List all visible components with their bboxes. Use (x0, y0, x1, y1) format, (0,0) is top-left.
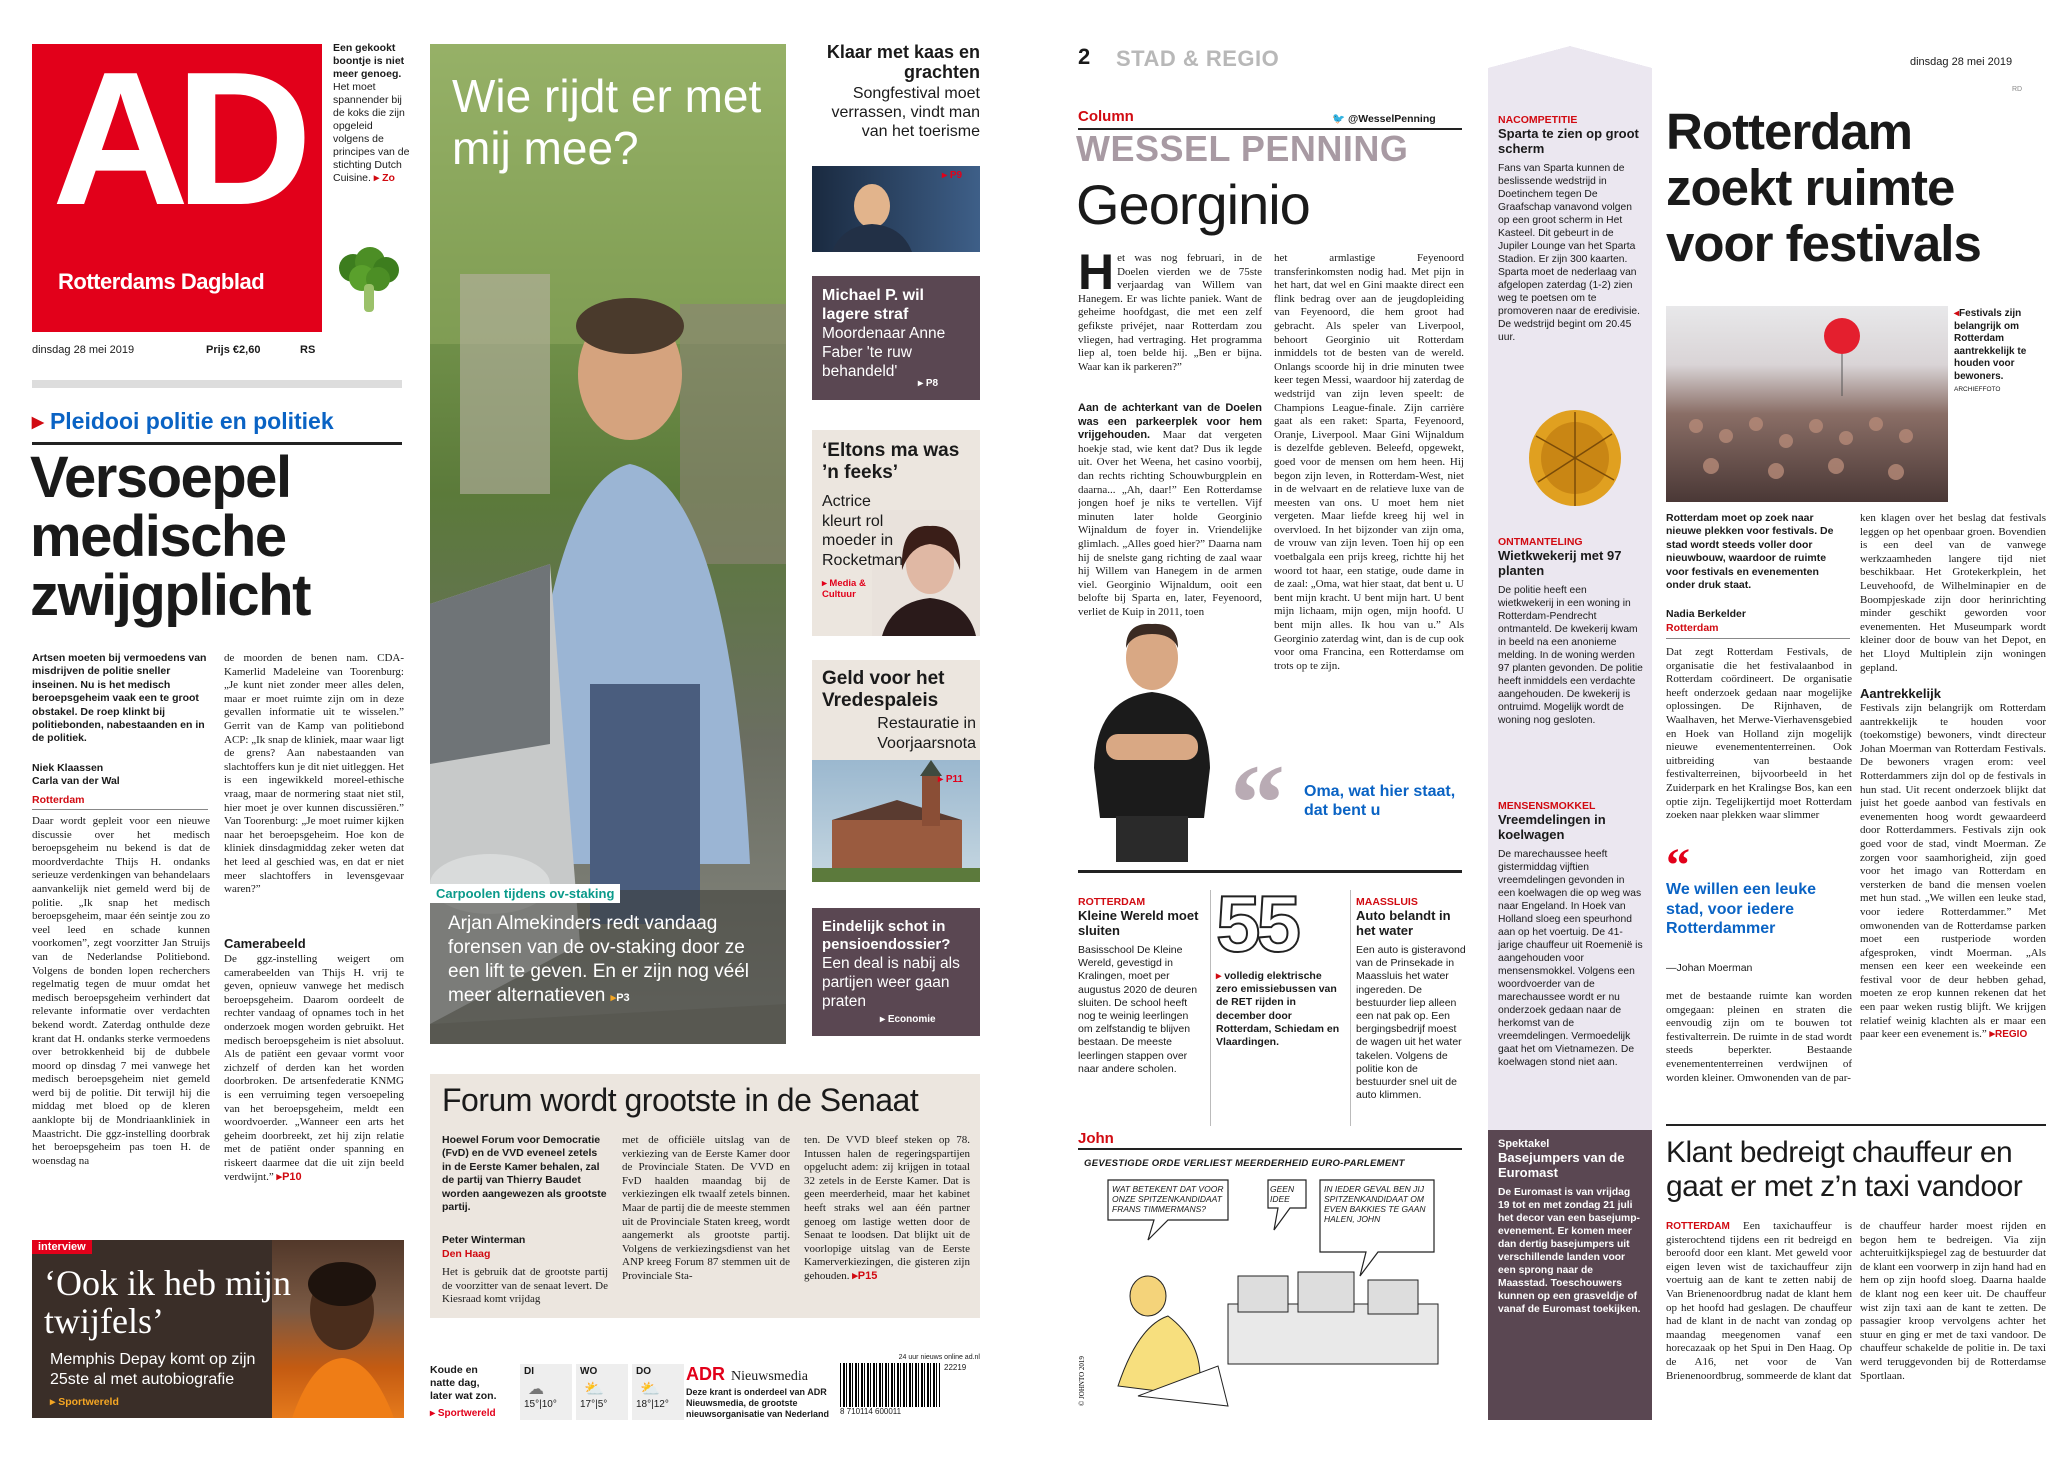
taxi-col-1-text: Een taxichauffeur is gisterochtend tijdens een rit bedreigd en beroofd door een klant. Met geweld voor eigen leven wist de taxichauffeur zijn voertuig aan de kant te zetten nabij de Van Brienenoordbrug nadat de klant hem op het hoofd had geslagen. De chauffeur had de klant in de nacht van zondag op maandag meegenomen vanaf een horecazaak op het Spui in Den Haag. Op de A16, net voor de Van Brienenoordbrug, sommeerde de klant dat (1666, 1220, 1852, 1382)
barcode-issue: 22219 (944, 1363, 967, 1372)
teaser-eltons[interactable] (812, 430, 980, 636)
sidebar-sparta[interactable] (1498, 114, 1644, 344)
teaser-ref: ▸ Economie (880, 1014, 936, 1025)
barcode-num: 8 710114 600011 (840, 1407, 902, 1416)
festivals-quote-mark-icon: “ (1666, 839, 1690, 892)
number-text-body: volledig elektrische zero emissiebussen van de RET rijden in december door Rotterdam, Schiedam en Vlaardingen. (1216, 970, 1340, 1049)
main-location: Rotterdam (32, 794, 85, 806)
teaser-text: Actrice kleurt rol moeder in Rocketman (822, 493, 903, 569)
festivals-col-1: Dat zegt Rotterdam Festivals, de organisatie die het festivalaanbod in Rotterdam coördineert. De organisatie heeft onderzoek gedaan naar mogelijke oplossingen. De Rijnhaven, de Waalhaven, het Merwe-Vierhavensgebied en Hoek van Holland zijn mogelijk nieuwe evenemententerreinen. Ook uitbreiding van bestaande festivalterreinen, bijvoorbeeld in het Zuiderpark en het Kralingse Bos, kan een optie zijn. Tegelijkertijd moet Rotterdam zoeken naar plekken waar slimmer (1666, 646, 1852, 822)
sidebar-text: De marechaussee heeft gistermiddag vijftien vreemdelingen gevonden in een koelwagen die op weg was naar Engeland. In Hoek van Holland sloeg een speurhond aan op het voertuig. De 41-jarige chauffeur uit Roemenië is aangehouden voor mensensmokkel. Volgens een woordvoerder van de marechaussee wordt er nu onderzoek gedaan naar de herkomst van de vreemdelingen. Vermoedelijk gaat het om Vietnamezen. De koelwagen stond niet aan. (1498, 849, 1643, 1068)
column-p3: het armlastige Feyenoord transferinkomsten nodig had. Met pijn in het hart, dat wel en Gini maakte direct een flink bedrag over aan de jeugdopleiding van Feyenoord, die hem groot had gebracht. Als speler van Liverpool, behoort Georginio uit Rotterdam inmiddels tot de besten van de wereld. Onlangs scoorde hij in drie minuten twee keer tegen Messi, waardoor hij zaterdag de wedstrijd van zijn leven speelt: de Champions League-finale. Zijn carrière gaat als een raket: Sparta, Feyenoord, Oranje, Liverpool. Maar Gini Wijnaldum is dezelfde gebleven. Beleefd, opgewekt, goed voor de mensen om hem heen. Hij begon zijn leven, in Rotterdam-West, niet in de welvaart en de relatieve luxe van de meesten van ons. U moet hem niet vergeten. Maar liefde kreeg hij wel in overvloed. In het bijzonder van zijn oma, de vrouw van zijn leven. Toen hij op een voetbalgala een prijs kreeg, richtte hij het woord tot haar, een statige, oude dame in de zaal: „Oma, wat hier staat, dat bent u. U bent mijn kracht. U bent mijn hart. U bent mijn lichaam, mijn ogen, mijn hoofd. U bent mijn alles. Ik hou van u.” Als Georginio zaterdag wint, dan is de cup ook voor oma Francina, een Rotterdamse om trots op te zijn. (1274, 252, 1464, 672)
column-title: Georginio (1076, 173, 1310, 236)
sidebar-text: Fans van Sparta kunnen de beslissende wedstrijd in Doetinchem tegen De Graafschap vanavond volgen op een groot scherm in Het Kasteel. Dit gebeurt in de Jupiler Lounge van het Sparta Stadion. Er zijn 300 kaarten. Sparta moet de nederlaag van afgelopen zaterdag (1-2) zien weg te poetsen om te promoveren naar de eredivisie. De wedstrijd begint om 20.45 uur. (1498, 163, 1640, 343)
sidebar-title: Wietkwekerij met 97 planten (1498, 548, 1622, 578)
weather-day-di (520, 1364, 572, 1420)
festival-photo (1666, 306, 1948, 502)
sidebar-label: NACOMPETITIE (1498, 114, 1578, 126)
interview-text: Memphis Depay komt op zijn 25ste al met autobiografie (50, 1351, 256, 1388)
divider (1078, 870, 1462, 873)
forum-col-2: met de officiële uitslag van de verkiezing van de Eerste Kamer door de Provinciale Staten. De VVD en FvD haalden maandag bij de verkiezingen elk twaalf zetels binnen. Maar de partij die de meeste stemmen uit de Provinciale Staten kreeg, wordt aangemerkt als grootste partij. Volgens de verkiezingsdienst van het ANP kreeg Forum 87 stemmen uit de Provinciale Sta- (622, 1134, 790, 1282)
divider (32, 380, 402, 388)
promo-title: Een gekookt boontje is niet meer genoeg. (333, 42, 405, 80)
divider (1666, 638, 1850, 639)
teaser-text: Moordenaar Anne Faber 'te ruw behandeld' (822, 325, 946, 380)
adr-text: Deze krant is onderdeel van ADR Nieuwsmedia, de grootste nieuwsorganisatie van Nederland (686, 1387, 830, 1419)
main-body-2: de moorden de benen nam. CDA-Kamerlid Madeleine van Toorenburg: „Je kunt niet zonder meer alles delen, maar er moet ruimte zijn om in deze gevallen informatie uit te wisselen.” Gerrit van de Kamp van politiebond ACP: „Ik snap de kliniek, maar waar ligt de grens? Aan nabestaanden van slachtoffers kun je dit niet uitleggen. Het is een ingewikkeld moreel-ethische vraag, maar de normering staat niet stil, hier moet je over kunnen discussiëren.” Van Toorenburg: „Je moet ruimer kijken naar het beroepsgeheim. Hoe kon de kliniek dinsdagmiddag zeker weten dat het leed al geschied was, en dat er niet meer slachtoffers in levensgevaar waren?” (224, 652, 404, 896)
sidebar-title: Sparta te zien op groot scherm (1498, 126, 1639, 156)
divider (32, 809, 208, 810)
forum-headline: Forum wordt grootste in de Senaat (442, 1082, 919, 1118)
teaser-ref: ▸ P8 (918, 378, 939, 389)
teaser-title: ‘Eltons ma was ’n feeks’ (822, 440, 960, 483)
weather-day-wo (576, 1364, 628, 1420)
teaser-ref: ▸ P9 (942, 170, 963, 181)
taxi-headline[interactable]: Klant bedreigt chauffeur en gaat er met z’n taxi vandoor (1666, 1136, 2023, 1203)
lead-headline: Wie rijdt er met mij mee? (452, 70, 762, 174)
brief-title: Kleine Wereld moet sluiten (1078, 908, 1199, 938)
festivals-author: Nadia Berkelder (1666, 608, 1746, 620)
cartoon[interactable] (1078, 1156, 1462, 1418)
weather-ref-text: Sportwereld (437, 1408, 496, 1419)
brief-kleine-wereld[interactable] (1078, 896, 1202, 1076)
columnist-photo (1076, 618, 1226, 862)
right-page (1060, 0, 2048, 1470)
teaser-title: Michael P. wil lagere straf (822, 287, 924, 323)
main-authors: Niek Klaassen Carla van der Wal (32, 762, 120, 787)
adr-logo: ADR (686, 1364, 725, 1384)
cartoon-bubble-1: WAT BETEKENT DAT VOOR ONZE SPITZENKANDIDAAT FRANS TIMMERMANS? (1112, 1184, 1224, 1214)
forum-intro: Hoewel Forum voor Democratie (FvD) en de VVD eveneel zetels in de Eerste Kamer behalen, zal de partij van Thierry Baudet worden aangewezen als grootste partij. (442, 1134, 607, 1214)
brief-title: Auto belandt in het water (1356, 908, 1451, 938)
lead-kicker: Carpoolen tijdens ov-staking (430, 884, 620, 903)
sidebar-title: Vreemdelingen in koelwagen (1498, 812, 1606, 842)
svg-text:© JOHNTO 2019: © JOHNTO 2019 (1078, 1356, 1086, 1406)
cartoon-bubble-2: GEEN IDEE (1270, 1184, 1295, 1204)
taxi-location: ROTTERDAM (1666, 1221, 1730, 1232)
divider (1666, 1124, 2046, 1126)
festivals-headline[interactable]: Rotterdam zoekt ruimte voor festivals (1666, 103, 1981, 272)
divider (1350, 890, 1351, 1126)
lead-caption: Arjan Almekinders redt vandaag forensen van de ov-staking door ze een lift te geven. En er zijn nog véél meer alternatieven ▸P3 (448, 913, 750, 1006)
forum-col-3: ten. De VVD bleef steken op 78. Intussen halen de regeringspartijen opgelucht adem: zij krijgen in totaal 32 zetels in de Eerste Kamer. Dat is geen meerderheid, maar het kabinet heeft straks wel aan één partner genoeg om lastige wetten door de Senaat te loodsen. Dat blijkt uit de voorlopige uitslag van de Eerste Kamerverkiezingen, die gisteren zijn gehouden. ▸P15 (804, 1134, 970, 1282)
festival-credit: ARCHIEFFOTO (1954, 386, 2001, 393)
barcode (840, 1354, 980, 1420)
main-body-1: Daar wordt gepleit voor een nieuwe discussie over het medisch beroepsgeheim nu bekend is dat de moordverdachte Thijs H. ondanks serieuze verdenkingen van behandelaars aanvankelijk niet gemeld werd bij de politie. „Ik snap het medisch beroepsgeheim, maar één seintje zou zo veel leed en schade kunnen voorkomen”, zegt voorzitter Jan Struijs van de Nederlandse Politiebond. Volgens de bonden lopen recherchers regelmatig tegen de muur omdat het medisch beroepsgeheim verhindert dat relevante informatie over verdachten bekend wordt. Zaterdag onthulde deze krant dat H. ondanks sterke vermoedens over betrokkenheid bij de dubbele moord op dinsdag 7 mei vanwege het medisch beroepsgeheim niet gemeld werd bij de politie. Dit terwijl hij die middag met bloed op de kleren aanklopte bij de Mondriaankliniek in Maastricht. Die ggz-instelling doorbrak het beroepsgeheim pas toen H. de woensdag na (32, 815, 210, 1167)
sun-cloud-icon: ⛅ (584, 1381, 604, 1398)
adr-name: Nieuwsmedia (731, 1369, 808, 1384)
weather-day-label: WO (580, 1366, 598, 1377)
cartoon-title: GEVESTIGDE ORDE VERLIEST MEERDERHEID EURO-PARLEMENT (1084, 1158, 1405, 1169)
wietplant-photo (1526, 406, 1624, 510)
lead-photo[interactable] (430, 44, 786, 1044)
sidebar-label: Spektakel (1498, 1138, 1550, 1150)
lead-ref: P3 (616, 992, 630, 1004)
twitter-handle: @WesselPenning (1348, 113, 1436, 125)
adr-block (686, 1364, 836, 1420)
forum-ref[interactable]: P15 (857, 1269, 878, 1282)
teaser-title: Geld voor het Vredespaleis (822, 668, 945, 711)
teaser-text: Restauratie in Voorjaarsnota (877, 715, 976, 752)
brief-label: MAASSLUIS (1356, 896, 1418, 908)
teaser-vredespaleis[interactable] (812, 660, 980, 882)
body3-ref[interactable]: P10 (282, 1170, 302, 1183)
weather-text: Koude en natte dag, later wat zon. (430, 1364, 497, 1402)
teaser-text: Songfestival moet verrassen, vindt man van het toerisme (831, 85, 980, 140)
weather-ref: ▸ Sportwereld (430, 1408, 496, 1419)
masthead-date: dinsdag 28 mei 2019 (32, 344, 135, 356)
sidebar-text: De politie heeft een wietkwekerij in een woning in Rotterdam-Pendrecht ontmanteld. De kwekerij kwam in beeld na een anonieme melding. In de woning werden 97 planten gevonden. De politie heeft inmiddels een verdachte aangehouden. De kwekerij is ontruimd. Mogelijk wordt de woning nog gesloten. (1498, 585, 1643, 726)
dropcap: H (1078, 244, 1115, 300)
main-intro: Artsen moeten bij vermoedens van misdrijven de politie sneller inseinen. Nu is het medisch beroepsgeheim vaak een te groot obstakel. De roep klinkt bij politiebonden, nabestaanden en in de politiek. (32, 652, 207, 745)
brief-text: Basisschool De Kleine Wereld, gevestigd in Kralingen, moet per augustus 2020 de deuren sluiten. De school heeft nog te weinig leerlingen om zelfstandig te blijven bestaan. De meeste leerlingen stappen over naar andere scholen. (1078, 944, 1198, 1075)
teaser-ref-text: P11 (945, 774, 964, 785)
column-p1-text: et was nog februari, in de Doelen vierden we de 75ste verjaardag van Willem van Hanegem. Er was lichte paniek. Want de geheime hoofdgast, die met een zelf gefikste privéjet, naar Rotterdam zou vliegen, had vertraging. Het programma liep al, toen belde hij. „Ben er bijna. Waar kan ik parkeren?” (1078, 252, 1262, 373)
teaser-title: Eindelijk schot in pensioendossier? (822, 918, 951, 953)
festivals-location: Rotterdam (1666, 622, 1719, 634)
festivals-col-1b: met de bestaande ruimte kan worden omgegaan: pleinen en straten die eenvoudig zijn om te bouwen tot festivalterrein. De ruimte in de stad wordt steeds beperkter. Bestaande evenemententerreinen verdwijnen of worden kleiner. Omwonenden van de par- (1666, 990, 1852, 1084)
promo-ref: Zo (382, 172, 395, 184)
column-p2 (1078, 402, 1262, 622)
masthead-edition: RS (300, 344, 316, 356)
column-twitter[interactable] (1332, 112, 1436, 125)
weather-block (430, 1364, 680, 1420)
forum-author: Peter Winterman (442, 1234, 526, 1246)
brief-55[interactable] (1216, 879, 1346, 1049)
festivals-col-2b-text: Festivals zijn belangrijk om Rotterdam aantrekkelijk te houden voor (toekomstige) bewoners, vindt directeur Johan Moerman van Rotterdam Festivals. De bewoners vragen erom: veel Rotterdammers zijn dol op de festivals in hun stad. Uit recent onderzoek blijkt dat juist het goede aanbod van festivals en evenementen hoog wordt gewaardeerd door Rotterdammers. Festivals zijn ook goed voor de stad, vindt Moerman. Ze zorgen voor saamhorigheid, zijn goed voor het imago van Rotterdam en versterken de band die mensen voelen met hun stad. „We willen een leuke stad, voor iedere Rotterdammer.” Met omwonenden van de Rotterdamse parken moet een rustperiode worden afgesproken, vindt Moerman. „Als mensen een keer een weekeinde een festival voor de deur hebben gehad, moeten ze erop kunnen rekenen dat het een paar weken rustig blijft. We krijgen relatief weinig klachten als er maar een paar keer een evenement is.” (1860, 702, 2046, 1041)
promo-kaas[interactable]: Een gekookt boontje is niet meer genoeg. Het moet spannender bij de koks die zijn opgeleid volgens de principes van de stichting Dutch Cuisine. ▸ Zo (333, 42, 410, 184)
big-number: 55 (1216, 879, 1297, 968)
forum-col-3-text: ten. De VVD bleef steken op 78. Intussen halen de regeringspartijen opgelucht adem: zij krijgen in totaal 32 zetels in de Eerste Kamer. Dat is geen meerderheid, maar het kabinet heeft straks wel aan één partner genoeg om lastige wetten door de Senaat te loodsen. Dat blijkt uit de voorlopige uitslag van de Eerste Kamerverkiezingen, die gisteren zijn gehouden. (804, 1134, 970, 1282)
festival-caption-text: Festivals zijn belangrijk om Rotterdam aantrekkelijk te houden voor bewoners. (1954, 308, 2027, 382)
cartoon-label: John (1078, 1130, 1114, 1147)
teaser-michael[interactable] (812, 276, 980, 400)
festivals-intro: Rotterdam moet op zoek naar nieuwe plekken voor festivals. De stad wordt steeds voller door nieuwbouw, waardoor de ruimte voor festivals en evenementen onder druk staat. (1666, 512, 1834, 592)
interview-quote: ‘Ook ik heb mijn twijfels’ (44, 1263, 291, 1341)
brief-text: Een auto is gisteravond van de Prinsekade in Maassluis het water ingereden. De bestuurder liep alleen een nat pak op. Een bergingsbedrijf moest de wagen uit het water takelen. Volgens de politie kon de bestuurder snel uit de auto klimmen. (1356, 944, 1466, 1102)
brief-maassluis[interactable] (1356, 896, 1466, 1102)
weather-temp: 17°|5° (580, 1399, 608, 1410)
teaser-pensioen[interactable] (812, 908, 980, 1036)
page-date: dinsdag 28 mei 2019 (1910, 56, 2013, 68)
twitter-icon: 🐦 (1332, 113, 1346, 125)
forum-col-1: Het is gebruik dat de grootste partij de voorzitter van de senaat levert. De Kiesraad komt vrijdag (442, 1266, 608, 1306)
main-subhead: Camerabeeld (224, 936, 306, 951)
sidebar-arrow-tip (1488, 40, 1652, 74)
sidebar-spektakel[interactable] (1488, 1130, 1652, 1420)
teaser-ref-text: P9 (949, 170, 963, 181)
teaser-title: Klaar met kaas en grachten (826, 42, 980, 82)
cartoon-bubble-3: IN IEDER GEVAL BEN JIJ SPITZENKANDIDAAT OM EVEN BAKKIES TE GAAN HALEN, JOHN (1324, 1184, 1426, 1224)
teaser-kaas[interactable] (812, 42, 980, 252)
column-quote: Oma, wat hier staat, dat bent u (1304, 783, 1456, 819)
barcode-top: 24 uur nieuws online ad.nl (898, 1354, 980, 1361)
newspaper-name: Rotterdams Dagblad (58, 269, 265, 294)
taxi-col-1 (1666, 1220, 1852, 1420)
teaser-ref: ▸ P11 (938, 774, 964, 785)
column-label: Column (1078, 108, 1134, 125)
column-author: WESSEL PENNING (1076, 128, 1409, 169)
forum-location: Den Haag (442, 1248, 491, 1260)
column-p1 (1078, 244, 1262, 374)
cloud-rain-icon: ☁ (528, 1381, 544, 1398)
weather-day-label: DO (636, 1366, 651, 1377)
number-text: ▸ volledig elektrische zero emissiebussen van de RET rijden in december door Rotterdam, Schiedam en Vlaardingen. (1216, 970, 1340, 1049)
weather-temp: 15°|10° (524, 1399, 557, 1410)
kicker-text: Pleidooi politie en politiek (49, 408, 334, 434)
sun-cloud-icon: ⛅ (640, 1381, 660, 1398)
quote-marks-icon: “ (1230, 742, 1285, 864)
broccoli-icon (328, 246, 408, 316)
weather-day-label: DI (524, 1366, 534, 1377)
main-kicker[interactable]: ▸ Pleidooi politie en politiek (32, 408, 334, 434)
weather-day-do (632, 1364, 684, 1420)
main-headline[interactable]: Versoepel medische zwijgplicht (30, 445, 310, 628)
festivals-subhead: Aantrekkelijk (1860, 686, 1941, 701)
page-number: 2 (1078, 44, 1091, 69)
promo-text: Het moet spannender bij de koks die zijn opgeleid volgens de principes van de stichting Dutch Cuisine. (333, 81, 410, 184)
masthead-price: Prijs €2,60 (206, 344, 261, 356)
sidebar-mensensmokkel[interactable] (1498, 800, 1644, 1069)
logo-letters: AD (52, 33, 299, 245)
sidebar-label: MENSENSMOKKEL (1498, 800, 1596, 812)
page-code: RD (2012, 86, 2023, 93)
teaser-text: Een deal is nabij als partijen weer gaan praten (822, 955, 960, 1010)
interview-ref: ▸ Sportwereld (50, 1396, 119, 1408)
festivals-ref[interactable]: REGIO (1995, 1029, 2028, 1041)
body3-text: De ggz-instelling weigert om camerabeelden van Thijs H. vrij te geven, opnieuw vanwege het medisch beroepsgeheim. Daarom oordeelt de rechter vandaag of opnames toch in het onderzoek mogen worden gebruikt. Het medisch beroepsgeheim is niet absoluut. Als de patiënt een gevaar vormt voor zichzelf of derden kan het worden doorbroken. De artsenfederatie KNMG is een verruiming tegen versoepeling van het beroepsgeheim, meldt een woordvoerder. „Wanneer een arts het geheim doorbreekt, zet hij zijn relatie met de patiënt onder spanning en riskeert daarmee dat die uit zijn beeld verdwijnt.” (224, 953, 404, 1183)
teaser-ref-text: Economie (887, 1014, 936, 1025)
column-p2-text: Maar dat vergeten hoekje stad, wie kent dat? Dus ik legde uit. Over het Weena, het casino voorbij, dan rechts richting Schouwburgplein en daarna... „Ah, daar!” Een Rotterdamse jongen hoef je niks te vertellen. Vijf minuten later holde Georginio Wijnaldum de foyer in. Vriendelijke glimlach. „Alles goed hier?” Daarna nam hij de snelste gang richting de zaal waar hij Willem van Hanegem in de armen viel. Georginio Wijnaldum, ooit een belofte bij Sparta en, later, Feyenoord, verliet de Kuip in 2011, toen (1078, 429, 1262, 618)
divider (1210, 890, 1211, 1126)
festivals-quote: We willen een leuke stad, voor iedere Rotterdammer (1666, 881, 1816, 937)
festivals-col-2b: Festivals zijn belangrijk om Rotterdam aantrekkelijk te houden voor (toekomstige) bewoners, vindt directeur Johan Moerman van Rotterdam Festivals. De bewoners vragen erom: veel Rotterdammers zijn dol op de festivals in hun stad. Uit recent onderzoek blijkt dat juist het goede aanbod van festivals en evenementen hoog wordt gewaardeerd door Rotterdammers. Festivals zijn ook goed voor de stad, vindt Moerman. Ze zorgen voor saamhorigheid, zijn goed voor het imago van Rotterdam en versterken de band die mensen voelen met hun stad. „We willen een leuke stad, voor iedere Rotterdammer.” Met omwonenden van de Rotterdamse parken moet een rustperiode worden afgesproken, vindt Moerman. „Als mensen een keer een weekeinde een festival voor de deur hebben gehad, moeten ze erop kunnen rekenen dat het een paar weken rustig blijft. We krijgen relatief weinig klachten als er maar een paar keer een evenement is.” ▸REGIO (1860, 702, 2046, 1041)
sidebar-text: De Euromast is van vrijdag 19 tot en met zondag 21 juli het decor van een basejump-evenement. Er komen meer dan dertig basejumpers uit verschillende landen voor een sprong naar de Maasstad. Toeschouwers kunnen op een grasveldje of vanaf de Euromast toekijken. (1498, 1187, 1641, 1315)
forum-block[interactable] (430, 1074, 980, 1318)
sidebar-title: Basejumpers van de Euromast (1498, 1150, 1625, 1180)
sidebar-label: ONTMANTELING (1498, 536, 1583, 548)
teaser-ref-text: P8 (925, 378, 939, 389)
ad-logo[interactable] (32, 33, 322, 332)
sidebar-wiet[interactable] (1498, 536, 1644, 727)
left-page (0, 0, 1000, 1470)
barcode-bars (840, 1363, 940, 1407)
section-name: STAD & REGIO (1116, 46, 1280, 71)
festivals-quote-by: —Johan Moerman (1666, 962, 1753, 974)
main-body-3: De ggz-instelling weigert om camerabeelden van Thijs H. vrij te geven, opnieuw vanwege het medisch beroepsgeheim. Daarom oordeelt de rechter vandaag of opnames toch in het onderzoek mogen worden gebruikt. Het medisch beroepsgeheim is niet absoluut. Als de patiënt een gevaar vormt voor zichzelf of derden kan het worden doorbroken. De artsenfederatie KNMG is een verruiming tegen versoepeling van het beroepsgeheim, meldt een woordvoerder. „Wanneer een arts het geheim doorbreekt, zet hij zijn relatie met de patiënt onder spanning en riskeert daarmee dat die uit zijn beeld verdwijnt.” ▸P10 (224, 953, 404, 1183)
teaser-ref-text: Media & Cultuur (822, 578, 866, 600)
divider (1078, 1148, 1462, 1150)
column-p2-lead: Aan de achterkant van de Doelen was een parkeerplek voor hem vrijgehouden. (1078, 402, 1262, 442)
lead-caption-text: Arjan Almekinders redt vandaag forensen van de ov-staking door ze een lift te geven. En er zijn nog véél meer alternatieven (448, 913, 750, 1006)
taxi-col-2: de chauffeur harder moest rijden en begon hem te bedreigen. Via zijn achteruitkijkspiegel zag de bestuurder dat de klant een voorwerp in zijn hand had en hem op zijn hoofd sloeg. Daarna haalde de klant nog een keer uit. De chauffeur wist zijn taxi aan de kant te zetten. De passagier kroop vervolgens achter het stuur en ging er met de taxi vandoor. De chauffeur schakelde de politie in. De taxi werd teruggevonden bij de Rotterdamse Sportlaan. (1860, 1220, 2046, 1382)
interview-label: interview (32, 1240, 92, 1254)
teaser-ref: ▸ Media & Cultuur (822, 578, 866, 600)
brief-label: ROTTERDAM (1078, 896, 1146, 908)
weather-temp: 18°|12° (636, 1399, 669, 1410)
interview-block[interactable] (32, 1240, 404, 1418)
interview-ref-text: Sportwereld (58, 1396, 119, 1408)
festivals-col-2: ken klagen over het beslag dat festivals leggen op het openbaar groen. Bovendien is een deel van de vanwege werkzaamheden langere tijd niet beschikbaar. Het Grotekerkplein, het Leuvehoofd, de Wilhelminapier en de Boompjeskade zijn door herinrichting minder geschikt geworden voor evenementen. Het Museumpark wordt kleiner door de bouw van het Depot, en het Lloyd Multiplein zijn woningen gepland. (1860, 512, 2046, 674)
festival-caption: ◂Festivals zijn belangrijk om Rotterdam aantrekkelijk te houden voor bewoners. ARCHIEFFOTO (1954, 308, 2027, 393)
